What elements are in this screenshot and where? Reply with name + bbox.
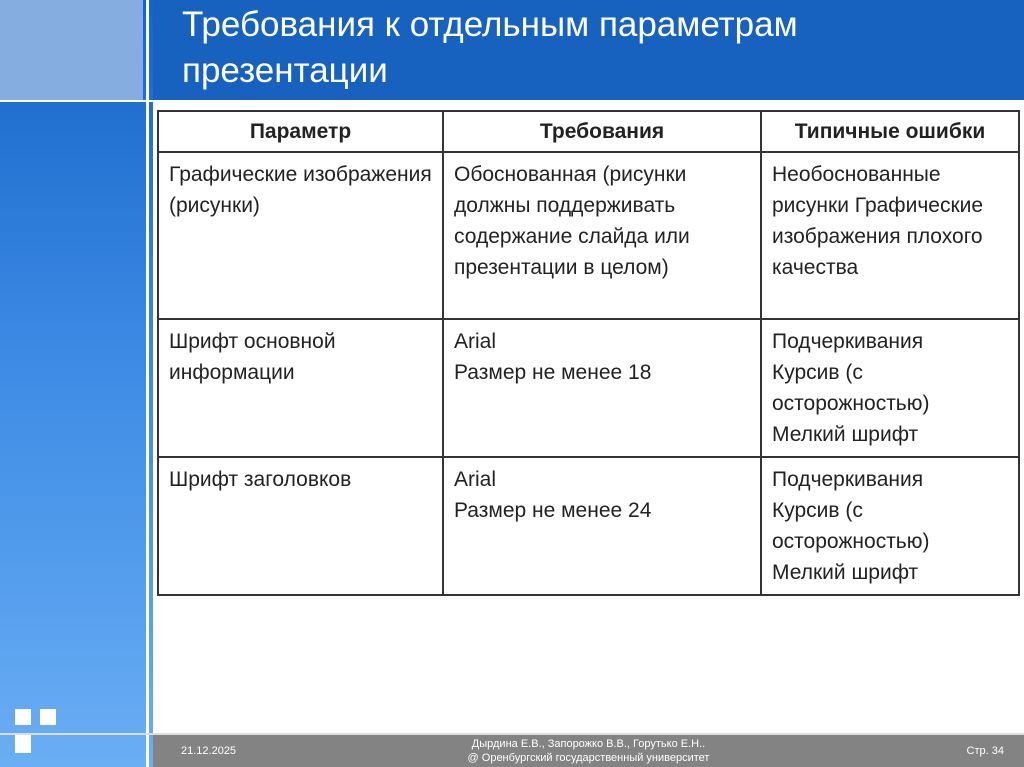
logo-square-icon (40, 709, 56, 725)
table-cell: Arial Размер не менее 24 (443, 457, 761, 595)
table-header-row (158, 111, 1019, 152)
table-cell: Arial Размер не менее 18 (443, 319, 761, 457)
logo-square-icon (15, 709, 31, 725)
table-cell: Шрифт основной информации (158, 319, 443, 457)
logo-square-icon (15, 735, 31, 753)
table-cell: Графические изображения (рисунки) (158, 152, 443, 319)
sidebar-gradient (0, 0, 146, 767)
table-cell: Шрифт заголовков (158, 457, 443, 595)
table-row (158, 319, 1019, 457)
divider (0, 100, 1024, 102)
footer-org: @ Оренбургский государственный университет (467, 752, 710, 764)
sidebar-top-block (0, 0, 143, 100)
footer-credits (153, 737, 1024, 765)
column-header: Параметр (158, 111, 443, 152)
footer (153, 735, 1024, 767)
slide-title: Требования к отдельным параметрам презентации (182, 5, 798, 90)
table-row (158, 152, 1019, 319)
table-cell: Подчеркивания Курсив (с осторожностью) Мелкий шрифт (761, 319, 1019, 457)
table-row (158, 457, 1019, 595)
column-header: Типичные ошибки (761, 111, 1019, 152)
sidebar-strip (149, 0, 153, 767)
table-cell: Подчеркивания Курсив (с осторожностью) Мелкий шрифт (761, 457, 1019, 595)
page-number: Стр. 34 (966, 745, 1004, 757)
column-header: Требования (443, 111, 761, 152)
table-cell: Необоснованные рисунки Графические изображения плохого качества (761, 152, 1019, 319)
footer-authors: Дырдина Е.В., Запорожко В.В., Горутько Е.Н.. (471, 738, 706, 750)
requirements-table (157, 110, 1020, 596)
footer-date: 21.12.2025 (181, 745, 237, 757)
table-cell: Обоснованная (рисунки должны поддерживать содержание слайда или презентации в целом) (443, 152, 761, 319)
